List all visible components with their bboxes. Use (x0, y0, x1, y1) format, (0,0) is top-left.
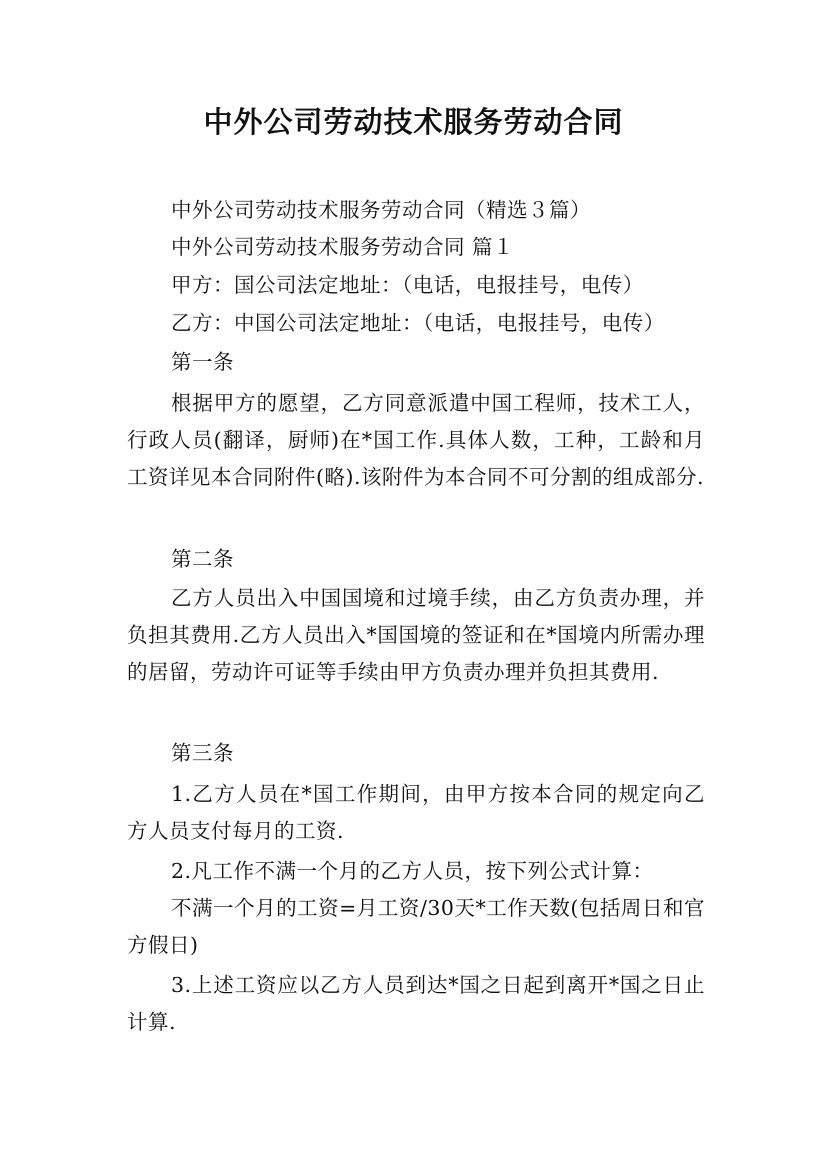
article-2-paragraph: 乙方人员出入中国国境和过境手续，由乙方负责办理，并负担其费用.乙方人员出入*国国境的签证和在*国境内所需办理的居留，劳动许可证等手续由甲方负责办理并负担其费用. (127, 586, 705, 684)
document-title: 中外公司劳动技术服务劳动合同 (203, 105, 624, 139)
article-2-heading: 第二条 (171, 547, 234, 571)
article-3-heading: 第三条 (171, 741, 234, 765)
article-3-formula: 不满一个月的工资=月工资/30天*工作天数(包括周日和官方假日) (127, 896, 705, 957)
party-a-line: 甲方：国公司法定地址：（电话，电报挂号，电传） (171, 273, 644, 297)
section-line: 中外公司劳动技术服务劳动合同 篇１ (171, 235, 515, 259)
article-1-heading: 第一条 (171, 350, 234, 374)
article-3-item-3: 3.上述工资应以乙方人员到达*国之日起到离开*国之日止计算. (127, 973, 705, 1034)
party-b-line: 乙方：中国公司法定地址：（电话，电报挂号，电传） (171, 311, 665, 335)
article-1-paragraph: 根据甲方的愿望，乙方同意派遣中国工程师，技术工人，行政人员(翻译，厨师)在*国工作.具体人数，工种，工龄和月工资详见本合同附件(略).该附件为本合同不可分割的组成部分. (127, 391, 705, 489)
article-3-item-2: 2.凡工作不满一个月的乙方人员，按下列公式计算： (171, 859, 654, 883)
article-3-item-1: 1.乙方人员在*国工作期间，由甲方按本合同的规定向乙方人员支付每月的工资. (127, 782, 705, 843)
subtitle-line: 中外公司劳动技术服务劳动合同（精选３篇） (171, 198, 591, 222)
